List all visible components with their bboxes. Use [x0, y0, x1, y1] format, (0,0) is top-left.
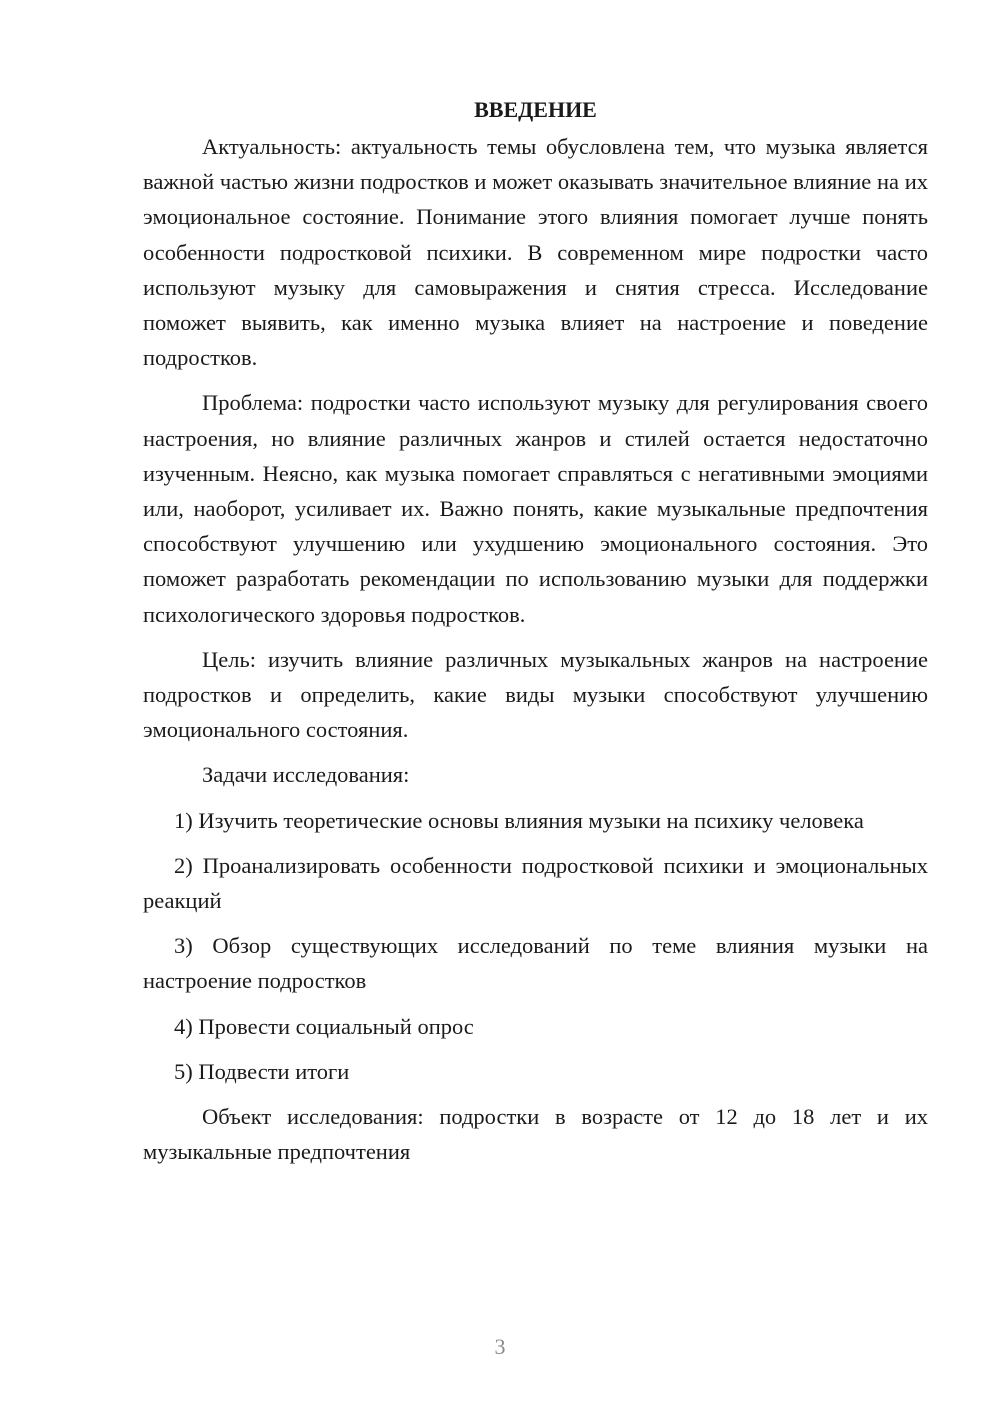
- paragraph-relevance: Актуальность: актуальность темы обусловлена тем, что музыка является важной частью жизни подростков и может оказывать значительное влияние на их эмоциональное состояние. Понимание этого влияния помогает лучше понять особенности подростковой психики. В современном мире подростки часто используют музыку для самовыражения и снятия стресса. Исследование поможет выявить, как именно музыка влияет на настроение и поведение подростков.: [143, 134, 928, 371]
- task-item: 5) Подвести итоги: [174, 1058, 350, 1084]
- task-item: 2) Проанализировать особенности подростковой психики и эмоциональных реакций: [143, 852, 928, 914]
- paragraph-goal: Цель: изучить влияние различных музыкальных жанров на настроение подростков и определить, какие виды музыки способствуют улучшению эмоционального состояния.: [143, 646, 928, 743]
- page-content: [143, 92, 928, 1179]
- task-item: 1) Изучить теоретические основы влияния музыки на психику человека: [174, 807, 864, 833]
- paragraph-object: Объект исследования: подростки в возрасте от 12 до 18 лет и их музыкальные предпочтения: [143, 1104, 928, 1165]
- task-item: 3) Обзор существующих исследований по теме влияния музыки на настроение подростков: [143, 933, 928, 994]
- section-title: ВВЕДЕНИЕ: [474, 97, 597, 122]
- task-item: 4) Провести социальный опрос: [174, 1013, 474, 1039]
- paragraph-problem: Проблема: подростки часто используют музыку для регулирования своего настроения, но влияние различных жанров и стилей остается недостаточно изученным. Неясно, как музыка помогает справляться с негативными эмоциями или, наоборот, усиливает их. Важно понять, какие музыкальные предпочтения способствуют улучшению или ухудшению эмоционального состояния. Это поможет разработать рекомендации по использованию музыки для поддержки психологического здоровья подростков.: [143, 390, 928, 627]
- tasks-heading: Задачи исследования:: [202, 762, 410, 788]
- page-number: 3: [494, 1334, 506, 1359]
